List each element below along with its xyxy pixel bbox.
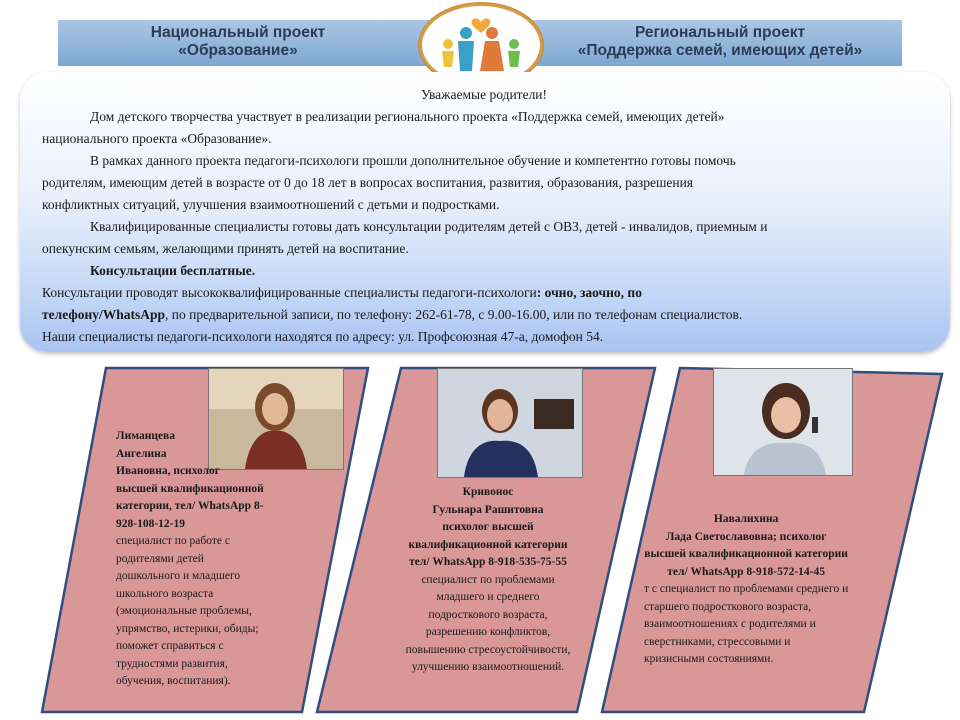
card-text-line: трудностями развития, <box>116 657 228 670</box>
card-text-line: специалист по работе с <box>116 535 230 547</box>
card-text-line: высшей квалификационной категории <box>644 548 848 560</box>
card-text-line: обучения, воспитания). <box>116 675 231 687</box>
card-text-line: тел/ WhatsApp 8-918-535-75-55 <box>409 556 567 568</box>
address-line: Наши специалисты педагоги-психологи находятся по адресу: ул. Профсоюзная 47-а, домофон 54. <box>42 329 604 344</box>
regional-project-title: Региональный проект «Поддержка семей, имеющих детей» <box>577 24 863 59</box>
card-text-line: разрешению конфликтов, <box>425 626 551 638</box>
paragraph-line: национального проекта «Образование». <box>42 131 272 146</box>
card-text-line: взаимоотношениях с родителями и <box>644 618 816 630</box>
paragraph-line: опекунским семьям, желающими принять детей на воспитание. <box>42 241 409 256</box>
paragraph-line: телефону/WhatsApp, по предварительной записи, по телефону: 262-61-78, с 9.00-16.00, или по телефонам специалистов. <box>42 307 743 322</box>
card-text-line: старшего подросткового возраста, <box>644 600 812 613</box>
card-text-line: родителями детей <box>116 552 204 565</box>
national-project-title: Национальный проект «Образование» <box>150 24 326 59</box>
card-text-line: высшей квалификационной <box>116 482 264 495</box>
specialist-text <box>391 484 585 677</box>
card-text-line: Ангелина <box>116 447 167 460</box>
card-text-line: психолог высшей <box>442 521 534 533</box>
card-text-line: младшего и среднего <box>436 591 540 603</box>
paragraph-line: Квалифицированные специалисты готовы дать консультации родителям детей с ОВЗ, детей - инвалидов, приемным и <box>90 219 768 234</box>
paragraph-line: Консультации проводят высококвалифицированные специалисты педагоги-психологи: очно, заочно, по <box>42 285 642 300</box>
card-text-line: упрямство, истерики, обиды; <box>116 622 259 635</box>
card-text-line: дошкольного и младшего <box>116 570 241 582</box>
specialist-text <box>644 511 848 669</box>
card-text-line: сверстниками, стрессовыми и <box>644 635 791 648</box>
card-text-line: т с специалист по проблемами среднего и <box>644 583 849 595</box>
card-text-line: 928-108-12-19 <box>116 517 185 530</box>
greeting: Уважаемые родители! <box>420 87 548 102</box>
paragraph-line: В рамках данного проекта педагоги-психологи прошли дополнительное обучение и компетентно готовы помочь <box>90 153 736 168</box>
card-text-line: улучшению взаимоотношений. <box>411 661 565 673</box>
card-text-line: тел/ WhatsApp 8-918-572-14-45 <box>667 565 825 578</box>
info-text <box>42 84 926 348</box>
card-text-line: Лиманцева <box>116 430 176 442</box>
card-text-line: поможет справиться с <box>116 640 224 652</box>
free-consultations-note: Консультации бесплатные. <box>90 263 256 278</box>
card-text-line: (эмоциональные проблемы, <box>116 605 252 617</box>
card-text-line: Ивановна, психолог <box>116 465 221 477</box>
card-text-line: специалист по проблемами <box>421 573 555 586</box>
card-text-line: Кривонос <box>462 486 514 498</box>
card-text-line: Навалихина <box>713 513 779 525</box>
card-text-line: Гульнара Рашитовна <box>432 503 544 516</box>
paragraph-line: конфликтных ситуаций, улучшения взаимоотношений с детьми и подростками. <box>42 197 500 212</box>
card-text-line: подросткового возраста, <box>428 608 548 621</box>
card-text-line: повышению стресоустойчивости, <box>405 643 571 656</box>
specialist-text <box>116 428 264 691</box>
paragraph-line: Дом детского творчества участвует в реализации регионального проекта «Поддержка семей, имеющих детей» <box>90 109 725 124</box>
card-text-line: квалификационной категории <box>408 538 568 551</box>
info-panel <box>20 72 950 352</box>
specialist-card-3 <box>600 366 945 712</box>
card-text-line: Лада Светославовна; психолог <box>665 530 827 543</box>
paragraph-line: родителям, имеющим детей в возрасте от 0 до 18 лет в вопросах воспитания, развития, образования, разрешения <box>42 175 693 190</box>
card-text-line: школьного возраста <box>116 587 214 600</box>
card-text-line: категории, тел/ WhatsApp 8- <box>116 500 264 512</box>
specialist-photo <box>713 368 853 476</box>
specialist-photo <box>437 368 583 478</box>
card-text-line: кризисными состояниями. <box>644 653 774 665</box>
